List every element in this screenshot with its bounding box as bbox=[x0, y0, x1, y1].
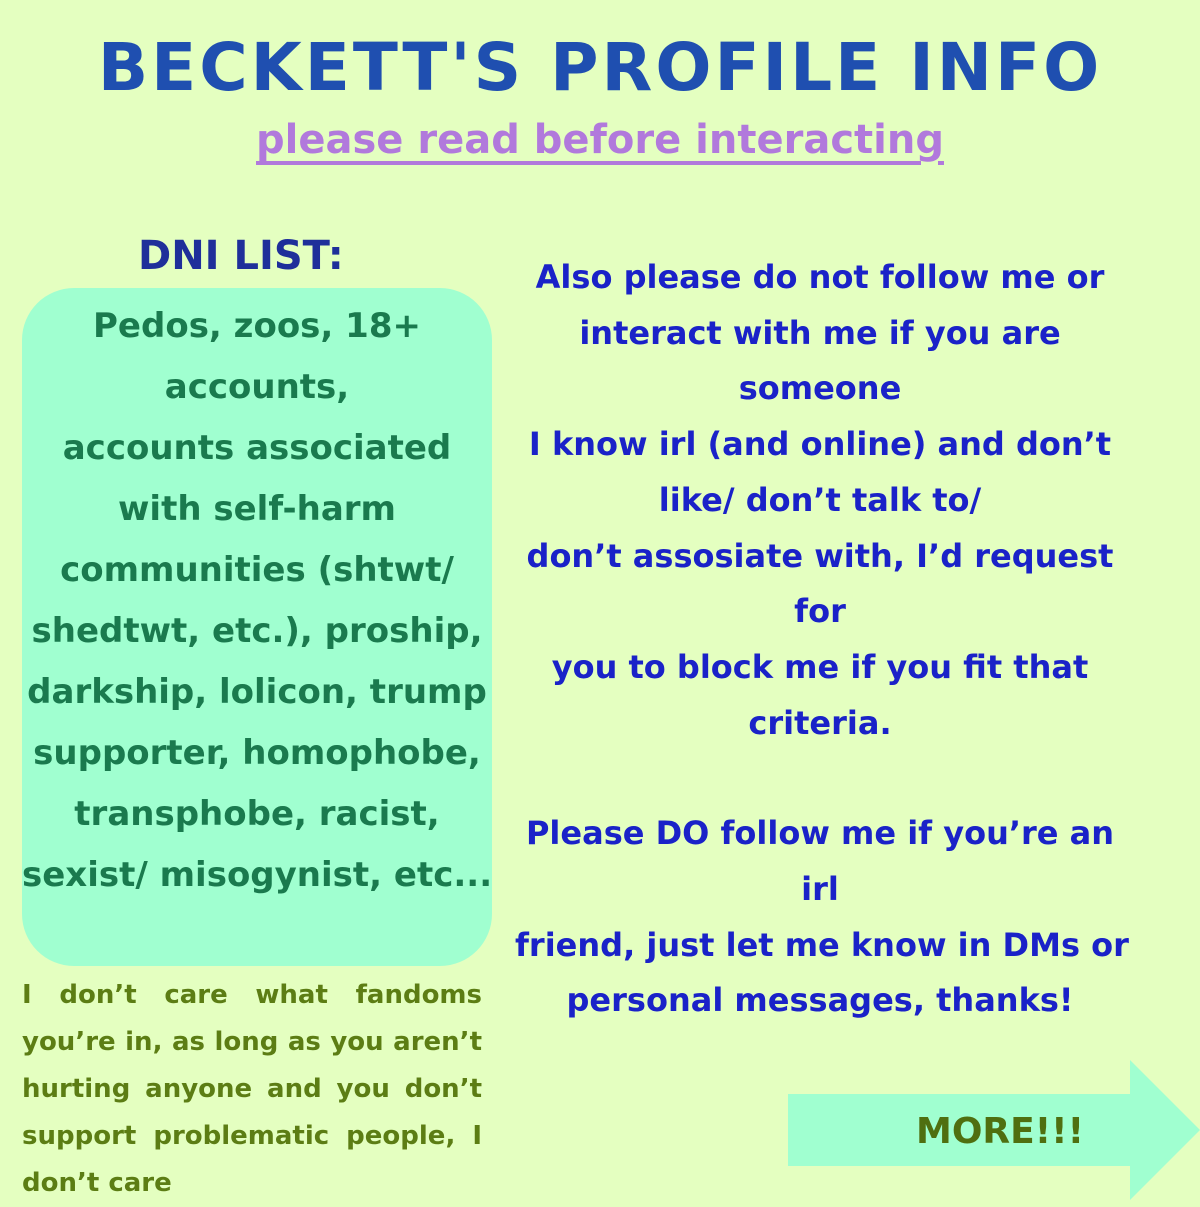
dni-line: supporter, homophobe, bbox=[33, 733, 481, 773]
rules-line: don’t assosiate with, I’d request bbox=[526, 536, 1114, 575]
follow-rules-text bbox=[515, 250, 1129, 1029]
rules-line: you to block me if you fit that bbox=[551, 647, 1089, 686]
rules-line: interact with me if you are bbox=[579, 313, 1061, 352]
note-line: don’t care bbox=[22, 1168, 172, 1198]
follow-line: Please DO follow me if you’re an bbox=[525, 814, 1115, 853]
dni-line: accounts associated bbox=[62, 428, 452, 468]
dni-line: Pedos, zoos, 18+ bbox=[93, 306, 421, 346]
dni-line: darkship, lolicon, trump bbox=[27, 672, 487, 712]
rules-line: someone bbox=[738, 369, 902, 408]
note-line: support problematic people, I bbox=[22, 1121, 482, 1151]
page-subtitle: please read before interacting bbox=[256, 117, 944, 163]
rules-line: criteria. bbox=[748, 703, 892, 742]
follow-line: irl bbox=[801, 870, 839, 909]
fandom-note bbox=[22, 972, 482, 1207]
dni-list-text bbox=[22, 296, 492, 906]
dni-line: accounts, bbox=[164, 367, 350, 407]
dni-line: with self-harm bbox=[118, 489, 396, 529]
dni-line: communities (shtwt/ bbox=[60, 550, 454, 590]
note-line: I don’t care what fandoms bbox=[22, 980, 482, 1010]
rules-line: Also please do not follow me or bbox=[535, 258, 1105, 296]
page-title: BECKETT'S PROFILE INFO bbox=[97, 29, 1103, 106]
note-line: you’re in, as long as you aren’t bbox=[22, 1027, 482, 1057]
dni-line: shedtwt, etc.), proship, bbox=[31, 611, 483, 651]
follow-line: personal messages, thanks! bbox=[566, 981, 1074, 1020]
dni-line: sexist/ misogynist, etc... bbox=[22, 855, 493, 895]
paragraph-spacer bbox=[515, 751, 1125, 806]
rules-line: like/ don’t talk to/ bbox=[658, 480, 982, 519]
more-button-label[interactable]: MORE!!! bbox=[916, 1111, 1084, 1152]
rules-line: I know irl (and online) and don’t bbox=[528, 425, 1112, 464]
note-line: hurting anyone and you don’t bbox=[22, 1074, 482, 1104]
follow-line: friend, just let me know in DMs or bbox=[515, 925, 1129, 964]
dni-line: transphobe, racist, bbox=[74, 794, 440, 834]
dni-heading: DNI LIST: bbox=[138, 233, 344, 279]
rules-line: for bbox=[794, 592, 846, 631]
